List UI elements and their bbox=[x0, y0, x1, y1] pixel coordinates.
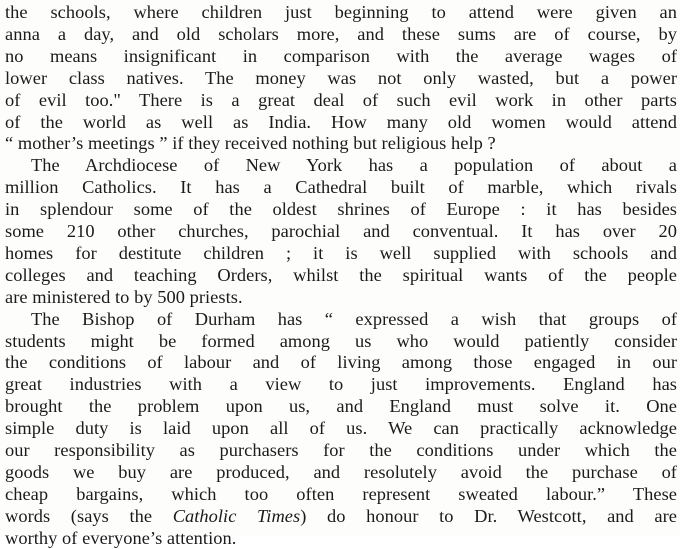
text-line: the conditions of labour and of living among those engaged in our bbox=[5, 352, 677, 373]
text-line: homes for destitute children ; it is well supplied with schools and bbox=[5, 242, 677, 263]
text-line: students might be formed among us who would patiently consider bbox=[5, 330, 677, 351]
text-line: no means insignificant in comparison with the average wages of bbox=[5, 45, 677, 66]
text-line: are ministered to by 500 priests. bbox=[5, 286, 243, 307]
text-line-with-italic bbox=[5, 505, 677, 527]
text-line: worthy of everyone’s attention. bbox=[5, 527, 237, 548]
text-line: some 210 other churches, parochial and conventual. It has over 20 bbox=[5, 221, 677, 241]
text-line: colleges and teaching Orders, whilst the spiritual wants of the people bbox=[5, 264, 677, 285]
text-fragment: words (says the bbox=[5, 505, 173, 526]
text-line: our responsibility as purchasers for the conditions under which the bbox=[5, 440, 677, 460]
text-line: simple duty is laid upon all of us. We can practically acknowledge bbox=[5, 418, 677, 439]
text-line: of the world as well as India. How many old women would attend bbox=[5, 111, 677, 132]
text-line: “ mother’s meetings ” if they received nothing but religious help ? bbox=[5, 133, 496, 154]
text-line: cheap bargains, which too often represent sweated labour.” These bbox=[5, 483, 677, 504]
text-line: in splendour some of the oldest shrines of Europe : it has besides bbox=[5, 199, 677, 220]
paragraph-start-line: The Archdiocese of New York has a population of about a bbox=[31, 155, 677, 176]
text-line: million Catholics. It has a Cathedral built of marble, which rivals bbox=[5, 177, 677, 198]
text-line: lower class natives. The money was not only wasted, but a power bbox=[5, 67, 677, 88]
text-line: the schools, where children just beginning to attend were given an bbox=[5, 2, 677, 22]
text-line: great industries with a view to just improvements. England has bbox=[5, 374, 677, 395]
text-line: goods we buy are produced, and resolutely avoid the purchase of bbox=[5, 461, 677, 482]
text-fragment: ) do honour to Dr. Westcott, and are bbox=[300, 505, 677, 526]
text-line: anna a day, and old scholars more, and these sums are of course, by bbox=[5, 23, 677, 44]
publication-title: Catholic Times bbox=[172, 505, 301, 526]
text-line: of evil too." There is a great deal of such evil work in other parts bbox=[5, 89, 677, 110]
text-line: brought the problem upon us, and England must solve it. One bbox=[5, 396, 677, 417]
paragraph-start-line: The Bishop of Durham has “ expressed a wish that groups of bbox=[31, 308, 677, 329]
